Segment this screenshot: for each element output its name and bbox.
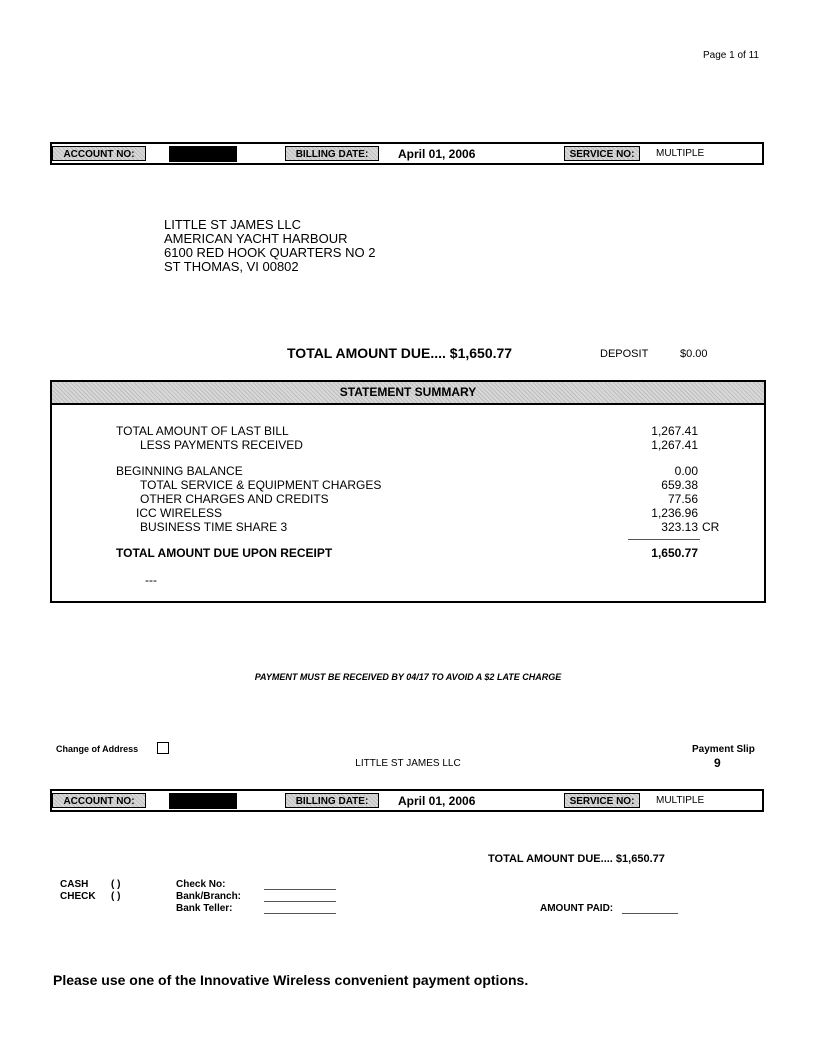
- check-no-field[interactable]: [264, 889, 336, 890]
- change-of-address-label: Change of Address: [56, 744, 139, 754]
- billing-date-label: BILLING DATE:: [285, 146, 379, 161]
- customer-address: [164, 218, 375, 274]
- page-number: Page 1 of 11: [703, 50, 759, 61]
- account-header-bar: [50, 142, 764, 165]
- summary-row-value: 1,267.41: [651, 438, 698, 452]
- bank-branch-label: Bank/Branch:: [176, 891, 242, 902]
- summary-row-label: TOTAL SERVICE & EQUIPMENT CHARGES: [140, 478, 382, 492]
- change-of-address-checkbox[interactable]: [157, 742, 169, 754]
- check-no-label: Check No:: [176, 879, 226, 890]
- summary-note: ---: [145, 573, 157, 587]
- summary-row-label: LESS PAYMENTS RECEIVED: [140, 438, 303, 452]
- account-no-label: ACCOUNT NO:: [52, 146, 146, 161]
- billing-date-value: April 01, 2006: [398, 794, 476, 808]
- bank-branch-field[interactable]: [264, 901, 336, 902]
- late-charge-notice: PAYMENT MUST BE RECEIVED BY 04/17 TO AVOID A $2 LATE CHARGE: [254, 672, 562, 682]
- slip-payee-name: LITTLE ST JAMES LLC: [355, 758, 461, 769]
- payment-options-note: Please use one of the Innovative Wireless convenient payment options.: [53, 972, 529, 988]
- service-no-label: SERVICE NO:: [564, 146, 640, 161]
- service-no-value: MULTIPLE: [656, 795, 705, 806]
- deposit-value: $0.00: [680, 348, 708, 360]
- billing-date-value: April 01, 2006: [398, 147, 476, 161]
- billing-date-label: BILLING DATE:: [285, 793, 379, 808]
- summary-row-label: OTHER CHARGES AND CREDITS: [140, 492, 329, 506]
- total-divider: [628, 539, 700, 540]
- amount-paid-label: AMOUNT PAID:: [540, 903, 614, 914]
- amount-paid-field[interactable]: [622, 913, 678, 914]
- payment-slip-label: Payment Slip: [692, 744, 755, 755]
- bank-teller-field[interactable]: [264, 913, 336, 914]
- summary-title: STATEMENT SUMMARY: [52, 382, 764, 405]
- service-no-label: SERVICE NO:: [564, 793, 640, 808]
- summary-row-label: ICC WIRELESS: [136, 506, 223, 520]
- summary-row-value: 1,267.41: [651, 424, 698, 438]
- bank-teller-label: Bank Teller:: [176, 903, 233, 914]
- address-line: AMERICAN YACHT HARBOUR: [164, 231, 348, 246]
- total-amount-due: TOTAL AMOUNT DUE.... $1,650.77: [287, 345, 513, 361]
- cash-option[interactable]: ( ): [111, 879, 121, 890]
- summary-row-label: BEGINNING BALANCE: [116, 464, 243, 478]
- credit-indicator: CR: [702, 520, 720, 534]
- summary-row-label: BUSINESS TIME SHARE 3: [140, 520, 288, 534]
- slip-total-due: TOTAL AMOUNT DUE.... $1,650.77: [488, 853, 665, 865]
- redacted-account-number: [169, 146, 237, 162]
- summary-row-label: TOTAL AMOUNT OF LAST BILL: [116, 424, 289, 438]
- service-no-value: MULTIPLE: [656, 148, 705, 159]
- summary-total-label: TOTAL AMOUNT DUE UPON RECEIPT: [116, 546, 333, 560]
- statement-summary: [50, 380, 766, 603]
- check-option[interactable]: ( ): [111, 891, 121, 902]
- address-line: 6100 RED HOOK QUARTERS NO 2: [164, 245, 376, 260]
- summary-row-value: 77.56: [667, 492, 698, 506]
- slip-account-header-bar: [50, 789, 764, 812]
- address-line: ST THOMAS, VI 00802: [164, 259, 299, 274]
- redacted-account-number: [169, 793, 237, 809]
- cash-label: CASH: [60, 879, 89, 890]
- deposit-label: DEPOSIT: [600, 348, 649, 360]
- address-line: LITTLE ST JAMES LLC: [164, 217, 302, 232]
- summary-row-value: 1,236.96: [651, 506, 698, 520]
- summary-row-value: 659.38: [661, 478, 698, 492]
- summary-row-value: 323.13: [661, 520, 698, 534]
- summary-row-value: 0.00: [674, 464, 698, 478]
- summary-total-value: 1,650.77: [651, 546, 698, 560]
- account-no-label: ACCOUNT NO:: [52, 793, 146, 808]
- check-label: CHECK: [60, 891, 96, 902]
- payment-slip-number: 9: [714, 756, 721, 770]
